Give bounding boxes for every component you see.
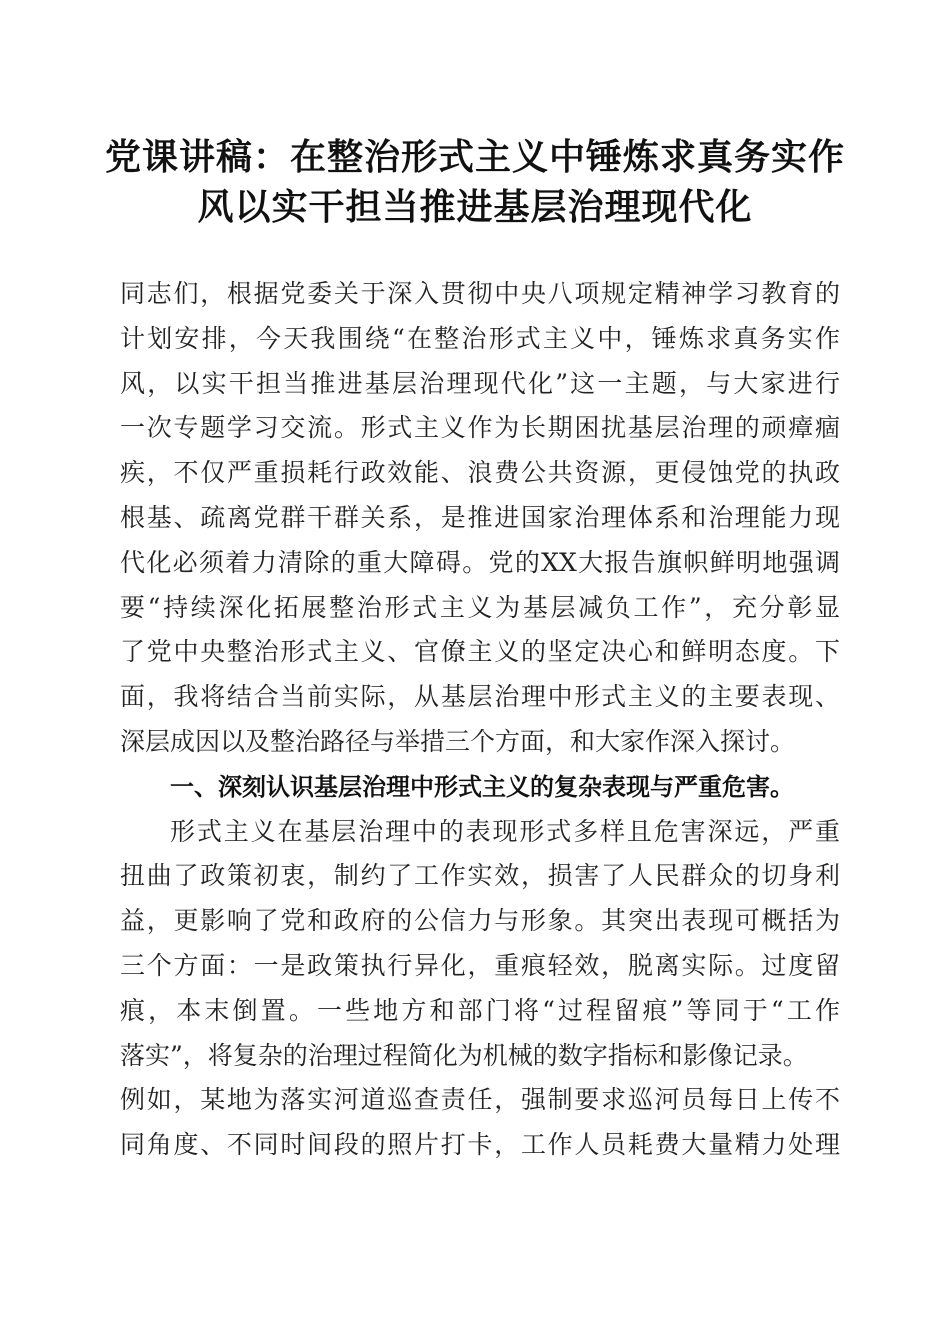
paragraph-line: 风，以实干担当推进基层治理现代化”这一主题，与大家进行 xyxy=(120,368,840,398)
paragraph-line: 三个方面：一是政策执行异化，重痕轻效，脱离实际。过度留 xyxy=(120,950,840,980)
document-body xyxy=(120,272,840,1168)
paragraph-line: 形式主义在基层治理中的表现形式多样且危害深远，严重 xyxy=(170,816,840,846)
paragraph-line: 要“持续深化拓展整治形式主义为基层减负工作”，充分彰显 xyxy=(120,592,840,622)
paragraph-line: 一次专题学习交流。形式主义作为长期困扰基层治理的顽瘴痼 xyxy=(120,413,840,443)
paragraph-line: 计划安排，今天我围绕“在整治形式主义中，锤炼求真务实作 xyxy=(120,323,840,353)
paragraph-line: 代化必须着力清除的重大障碍。党的XX大报告旗帜鲜明地强调 xyxy=(120,547,840,577)
paragraph-line: 痕，本末倒置。一些地方和部门将“过程留痕”等同于“工作 xyxy=(120,995,840,1025)
paragraph-intro xyxy=(120,272,840,765)
paragraph-line: 同志们，根据党委关于深入贯彻中央八项规定精神学习教育的 xyxy=(120,279,840,308)
paragraph-line: 同角度、不同时间段的照片打卡，工作人员耗费大量精力处理 xyxy=(120,1130,840,1160)
paragraph-line: 了党中央整治形式主义、官僚主义的坚定决心和鲜明态度。下 xyxy=(120,637,840,667)
paragraph-line: 深层成因以及整治路径与举措三个方面，和大家作深入探讨。 xyxy=(120,726,796,756)
paragraph-section1 xyxy=(120,810,840,1168)
paragraph-line: 例如，某地为落实河道巡查责任，强制要求巡河员每日上传不 xyxy=(120,1085,840,1115)
paragraph-line: 面，我将结合当前实际，从基层治理中形式主义的主要表现、 xyxy=(120,682,840,712)
section-heading: 一、深刻认识基层治理中形式主义的复杂表现与严重危害。 xyxy=(170,772,794,801)
paragraph-line: 根基、疏离党群干群关系，是推进国家治理体系和治理能力现 xyxy=(120,502,840,532)
paragraph-line: 扭曲了政策初衷，制约了工作实效，损害了人民群众的切身利 xyxy=(120,861,840,891)
paragraph-line: 益，更影响了党和政府的公信力与形象。其突出表现可概括为 xyxy=(120,906,840,936)
paragraph-line: 落实”，将复杂的治理过程简化为机械的数字指标和影像记录。 xyxy=(120,1040,808,1070)
title-line: 风以实干担当推进基层治理现代化 xyxy=(197,186,753,228)
paragraph-line: 疾，不仅严重损耗行政效能、浪费公共资源，更侵蚀党的执政 xyxy=(120,458,840,488)
title-line: 党课讲稿：在整治形式主义中锤炼求真务实作 xyxy=(104,136,845,178)
document-title xyxy=(80,132,870,232)
